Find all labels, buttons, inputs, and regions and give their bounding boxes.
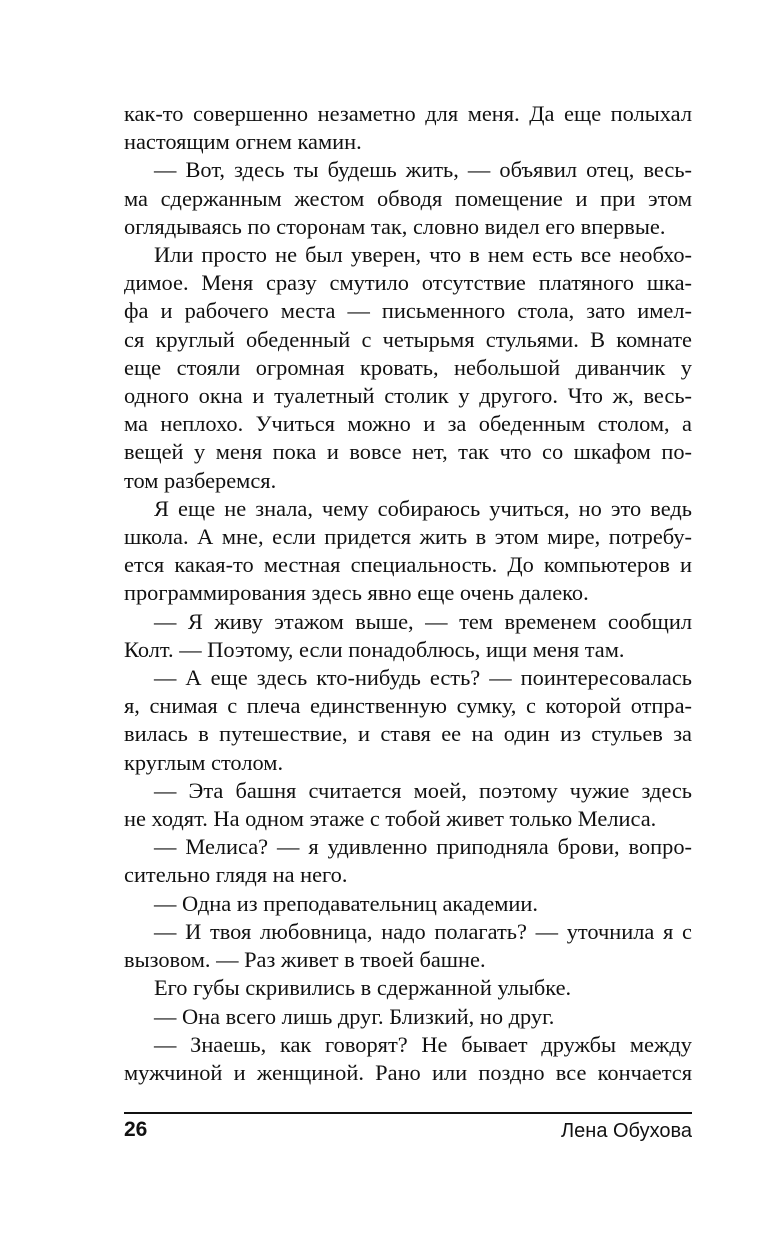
paragraph <box>124 495 692 608</box>
text-line: сительно глядя на него. <box>124 862 348 888</box>
paragraph <box>124 777 692 833</box>
paragraph <box>124 241 692 495</box>
book-page-text <box>124 100 692 1087</box>
text-line: Я еще не знала, чему собираюсь учиться, но это ведь <box>154 495 692 521</box>
paragraph <box>124 100 692 156</box>
paragraph <box>124 890 692 918</box>
paragraph <box>124 833 692 889</box>
paragraph <box>124 918 692 974</box>
text-line: программирования здесь явно еще очень далеко. <box>124 580 589 606</box>
text-line: как-то совершенно незаметно для меня. Да еще полыхал <box>124 101 692 126</box>
text-line: ма сдержанным жестом обводя помещение и при этом <box>124 185 692 211</box>
paragraph <box>124 608 692 664</box>
text-line: я, снимая с плеча единственную сумку, с которой отпра- <box>124 693 692 719</box>
paragraph <box>124 156 692 241</box>
text-line: оглядываясь по сторонам так, словно видел его впервые. <box>124 213 666 239</box>
text-line: вещей у меня пока и вовсе нет, так что со шкафом по- <box>124 439 692 465</box>
text-line: ется какая-то местная специальность. До компьютеров и <box>124 552 692 578</box>
text-line: не ходят. На одном этаже с тобой живет только Мелиса. <box>124 806 657 832</box>
text-line: фа и рабочего места — письменного стола, зато имел- <box>124 298 692 324</box>
text-line: — А еще здесь кто-нибудь есть? — поинтересовалась <box>154 665 692 691</box>
text-line: ма неплохо. Учиться можно и за обеденным столом, а <box>124 411 692 437</box>
text-line: настоящим огнем камин. <box>124 129 362 155</box>
paragraph <box>124 1031 692 1087</box>
text-line: — Эта башня считается моей, поэтому чужие здесь <box>154 777 692 803</box>
paragraph <box>124 664 692 777</box>
text-line: — Одна из преподавательниц академии. <box>154 890 538 916</box>
text-line: — Знаешь, как говорят? Не бывает дружбы между <box>154 1031 692 1057</box>
footer-divider <box>124 1112 692 1114</box>
text-line: димое. Меня сразу смутило отсутствие платяного шка- <box>124 270 692 296</box>
text-line: Колт. — Поэтому, если понадоблюсь, ищи меня там. <box>124 636 625 662</box>
text-line: — Мелиса? — я удивленно приподняла брови, вопро- <box>154 834 692 860</box>
paragraph <box>124 1003 692 1031</box>
text-line: одного окна и туалетный столик у другого. Что ж, весь- <box>124 383 692 409</box>
text-line: Или просто не был уверен, что в нем есть все необхо- <box>154 242 692 268</box>
text-line: — Я живу этажом выше, — тем временем сообщил <box>154 608 692 634</box>
text-line: вилась в путешествие, и ставя ее на один из стульев за <box>124 721 692 747</box>
page-number: 26 <box>124 1118 148 1141</box>
text-line: вызовом. — Раз живет в твоей башне. <box>124 947 486 973</box>
text-line: — И твоя любовница, надо полагать? — уточнила я с <box>154 918 692 944</box>
text-line: том разберемся. <box>124 467 277 493</box>
text-line: круглым столом. <box>124 749 284 775</box>
text-line: — Вот, здесь ты будешь жить, — объявил отец, весь- <box>154 157 692 183</box>
text-line: еще стояли огромная кровать, небольшой диванчик у <box>124 354 692 380</box>
paragraph <box>124 974 692 1002</box>
text-line: Его губы скривились в сдержанной улыбке. <box>154 975 572 1001</box>
text-line: мужчиной и женщиной. Рано или поздно все кончается <box>124 1059 692 1085</box>
text-line: ся круглый обеденный с четырьмя стульями. В комнате <box>124 326 692 352</box>
text-line: школа. А мне, если придется жить в этом мире, потребу- <box>124 524 692 550</box>
text-line: — Она всего лишь друг. Близкий, но друг. <box>154 1003 555 1029</box>
author-running-head: Лена Обухова <box>561 1120 692 1142</box>
